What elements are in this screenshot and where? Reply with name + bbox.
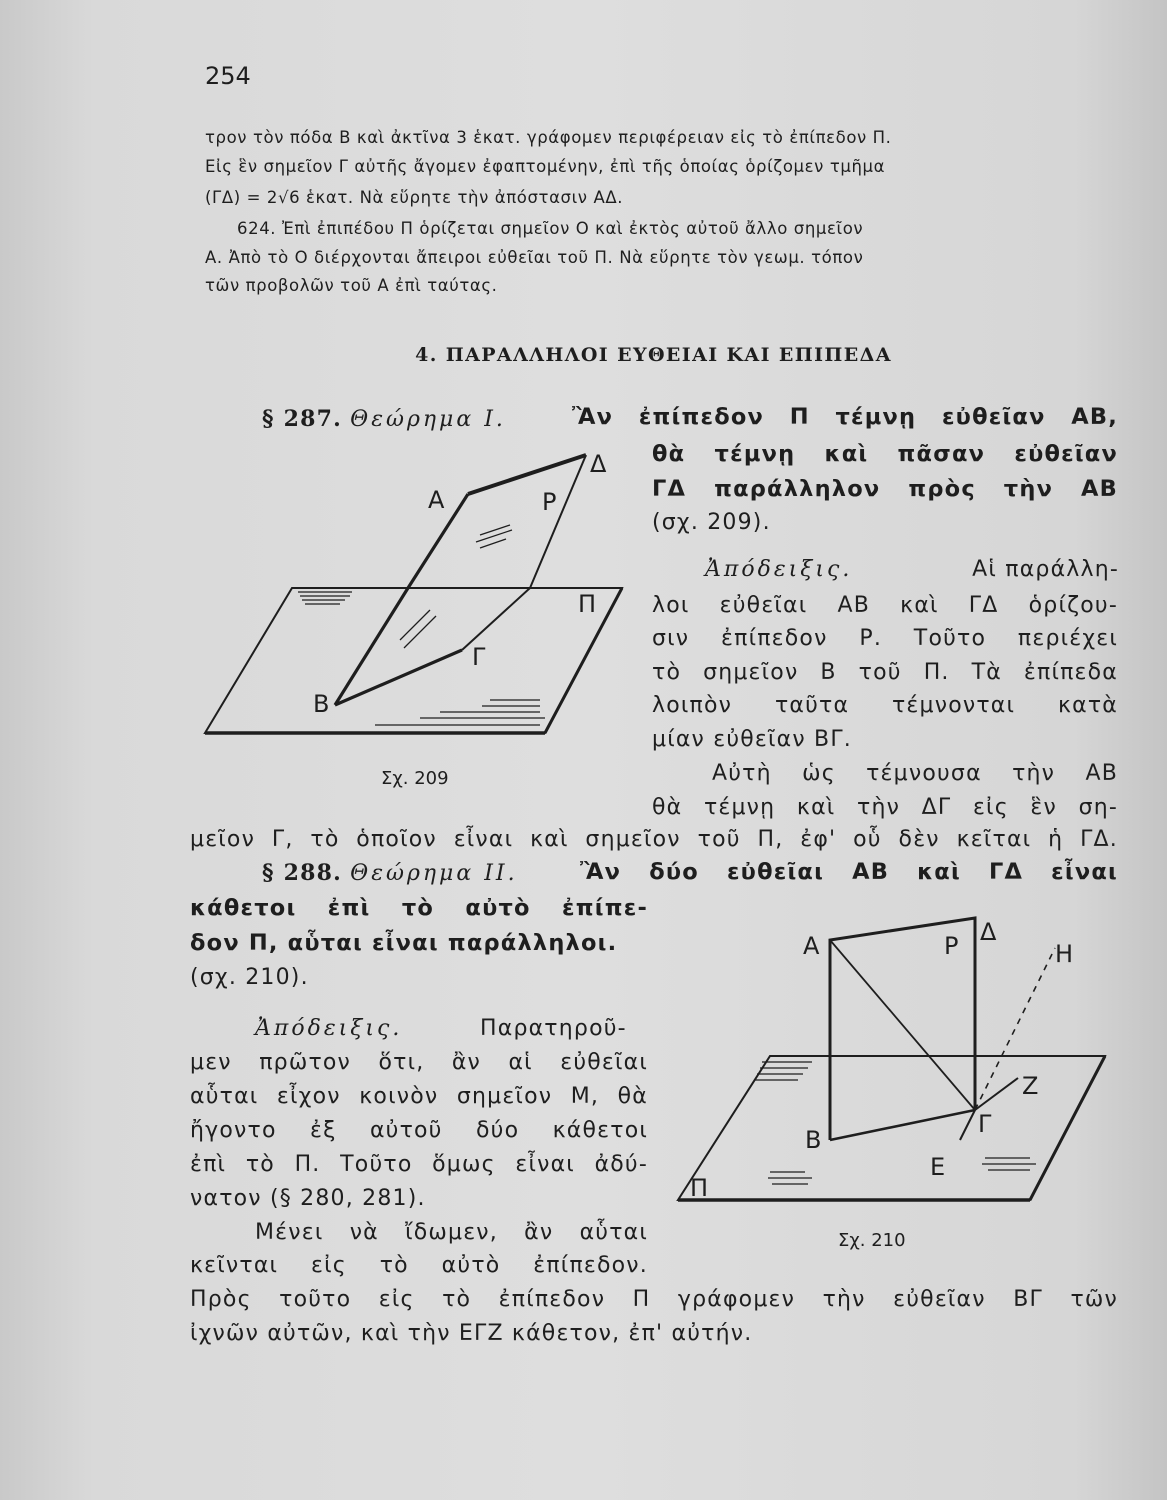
page-number: 254 [205, 62, 251, 90]
proof1-line: μεῖον Γ, τὸ ὁποῖον εἶναι καὶ σημεῖον τοῦ Π, ἐφ' οὗ δὲν κεῖται ἡ ΓΔ. [190, 827, 1118, 852]
proof2-line: ἰχνῶν αὐτῶν, καὶ τὴν ΕΓΖ κάθετον, ἐπ' αὐτήν. [190, 1321, 753, 1346]
label-A: Α [803, 932, 820, 960]
proof2-line: μεν πρῶτον ὅτι, ἂν αἱ εὐθεῖαι [190, 1050, 648, 1075]
theorem2-figure-ref: (σχ. 210). [190, 965, 309, 990]
label-B: Β [313, 690, 330, 718]
line-gz [975, 1078, 1018, 1110]
proof1-line: λοιπὸν ταῦτα τέμνονται κατὰ [652, 693, 1118, 718]
plane-edge [1030, 1056, 1105, 1200]
segment-dg [462, 588, 530, 650]
segment-bg [335, 650, 462, 705]
proof-label: Ἀπόδειξις. [255, 1016, 403, 1041]
section-heading: 4. ΠΑΡΑΛΛΗΛΟΙ ΕΥΘΕΙΑΙ ΚΑΙ ΕΠΙΠΕΔΑ [415, 344, 892, 366]
segment-ad [468, 455, 586, 494]
plane-pi-outline [205, 588, 622, 733]
label-R: Ρ [944, 932, 959, 960]
proof2-line: νατον (§ 280, 281). [190, 1186, 426, 1211]
label-P: Π [578, 590, 597, 618]
proof1-line: Αἱ παράλλη- [972, 557, 1119, 582]
theorem1-statement-line: ΓΔ παράλληλον πρὸς τὴν ΑΒ [652, 476, 1118, 502]
proof1-line: μίαν εὐθεῖαν ΒΓ. [652, 727, 852, 752]
label-H: Η [1055, 940, 1074, 968]
proof2-line: ἐπὶ τὸ Π. Τοῦτο ὅμως εἶναι ἀδύ- [190, 1152, 648, 1177]
proof1-line: σιν ἐπίπεδον Ρ. Τοῦτο περιέχει [652, 626, 1118, 651]
exercise-line: Α. Ἀπὸ τὸ Ο διέρχονται ἄπειροι εὐθεῖαι τοῦ Π. Νὰ εὕρητε τὸν γεωμ. τόπον [205, 248, 864, 267]
proof1-line: θὰ τέμνῃ καὶ τὴν ΔΓ εἰς ἓν ση- [652, 795, 1118, 820]
line-eg [960, 1110, 975, 1140]
proof2-line: Πρὸς τοῦτο εἰς τὸ ἐπίπεδον Π γράφομεν τὴν εὐθεῖαν ΒΓ τῶν [190, 1287, 1118, 1312]
exercise-line: τῶν προβολῶν τοῦ Α ἐπὶ ταύτας. [205, 276, 498, 295]
proof-label: Ἀπόδειξις. [705, 557, 853, 582]
label-D: Δ [590, 450, 607, 478]
label-E: Ε [930, 1153, 946, 1181]
proof1-line: λοι εὐθεῖαι ΑΒ καὶ ΓΔ ὁρίζου- [652, 593, 1118, 618]
proof1-line: τὸ σημεῖον Β τοῦ Π. Τὰ ἐπίπεδα [652, 660, 1118, 685]
plane-pi-outline [678, 1056, 1105, 1200]
theorem1-statement-line: θὰ τέμνῃ καὶ πᾶσαν εὐθεῖαν [652, 441, 1118, 467]
exercise-line: Εἰς ἓν σημεῖον Γ αὐτῆς ἄγομεν ἐφαπτομένην, ἐπὶ τῆς ὁποίας ὁρίζομεν τμῆμα [205, 157, 886, 176]
plane-edge [545, 588, 622, 733]
proof2-line: Παρατηροῦ- [480, 1016, 627, 1041]
theorem1-statement-line: Ἂν ἐπίπεδον Π τέμνῃ εὐθεῖαν ΑΒ, [572, 404, 1118, 430]
paragraph-number: § 288. [262, 860, 342, 886]
proof2-line: αὗται εἶχον κοινὸν σημεῖον Μ, θὰ [190, 1084, 648, 1109]
hatching [298, 525, 545, 725]
proof2-first-line [255, 1016, 402, 1041]
theorem1-figure-ref: (σχ. 209). [652, 510, 771, 535]
paragraph-number: § 287. [262, 406, 342, 432]
theorem2-statement-line: Ἂν δύο εὐθεῖαι ΑΒ καὶ ΓΔ εἶναι [580, 859, 1118, 885]
label-G: Γ [978, 1110, 992, 1138]
exercise-line: τρον τὸν πόδα Β καὶ ἀκτῖνα 3 ἑκατ. γράφομεν περιφέρειαν εἰς τὸ ἐπίπεδον Π. [205, 128, 892, 147]
label-Z: Ζ [1022, 1072, 1039, 1100]
segment-ab [335, 588, 408, 705]
proof1-first-line [705, 557, 852, 582]
theorem2-statement-line: δον Π, αὗται εἶναι παράλληλοι. [190, 930, 618, 956]
theorem-name: Θεώρημα ΙΙ. [350, 861, 518, 886]
figure-caption: Σχ. 209 [381, 768, 449, 789]
theorem1-heading [262, 406, 506, 432]
line-gh [975, 948, 1055, 1110]
plane-rho [830, 918, 975, 1140]
segment-bg [830, 1110, 975, 1140]
proof1-line: Αὐτὴ ὡς τέμνουσα τὴν ΑΒ [712, 761, 1118, 786]
label-G: Γ [472, 643, 486, 671]
figure-caption: Σχ. 210 [838, 1230, 906, 1251]
proof2-line: ἤγοντο ἐξ αὐτοῦ δύο κάθετοι [190, 1118, 648, 1143]
hatching [754, 1062, 1039, 1184]
theorem2-statement-line: κάθετοι ἐπὶ τὸ αὐτὸ ἐπίπε- [190, 895, 648, 921]
exercise-line: (ΓΔ) = 2√6 ἑκατ. Νὰ εὕρητε τὴν ἀπόστασιν ΑΔ. [205, 188, 624, 207]
theorem-name: Θεώρημα Ι. [350, 407, 506, 432]
label-A: Α [428, 486, 445, 514]
segment-ab [408, 494, 468, 588]
diagonal-ag [830, 940, 975, 1110]
label-B: Β [805, 1126, 822, 1154]
theorem2-heading [262, 860, 518, 886]
segment-dg [530, 455, 586, 588]
label-P: Π [690, 1174, 709, 1202]
exercise-line: 624. Ἐπὶ ἐπιπέδου Π ὁρίζεται σημεῖον Ο καὶ ἐκτὸς αὐτοῦ ἄλλο σημεῖον [237, 219, 864, 238]
proof2-line: Μένει νὰ ἴδωμεν, ἂν αὗται [255, 1220, 648, 1245]
label-D: Δ [980, 918, 997, 946]
label-R: Ρ [542, 488, 557, 516]
proof2-line: κεῖνται εἰς τὸ αὐτὸ ἐπίπεδον. [190, 1253, 648, 1278]
